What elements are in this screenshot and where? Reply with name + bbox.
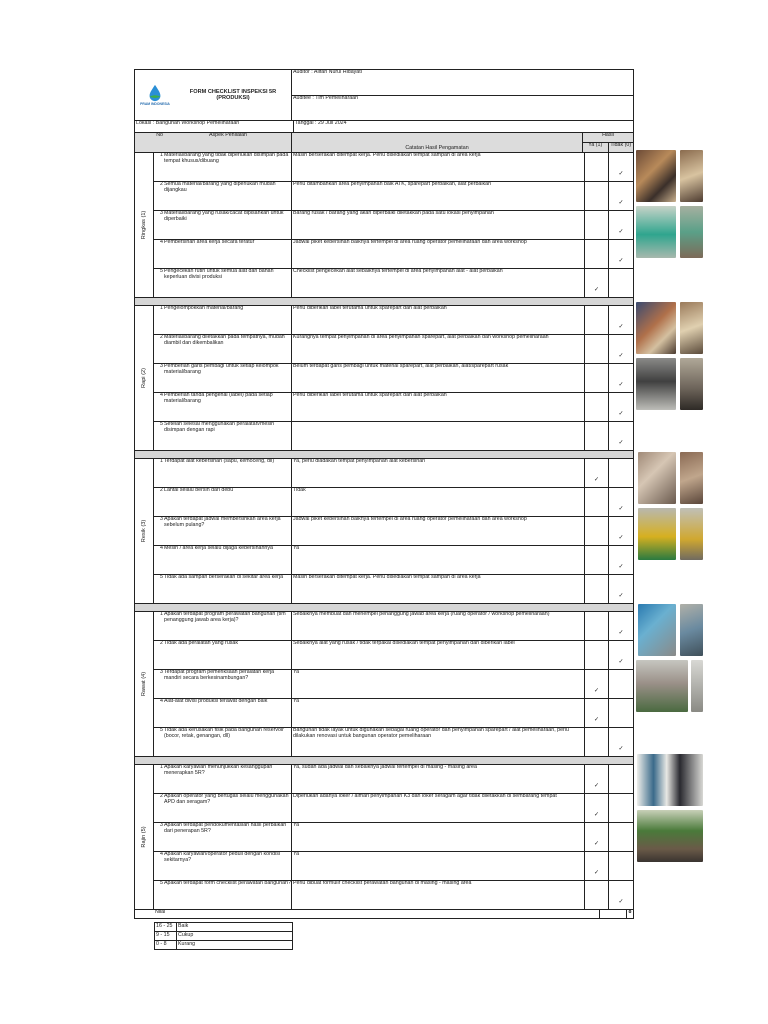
catatan-cell: Ya bbox=[291, 699, 584, 727]
tidak-check bbox=[608, 765, 633, 793]
ya-check bbox=[584, 575, 608, 603]
section-block bbox=[135, 612, 633, 757]
score-legend bbox=[154, 922, 293, 950]
col-ya: Ya (1) bbox=[583, 143, 609, 152]
aspek-cell: Material/barang yang tidak diperlukan disimpan pada tempat khusus/dibuang bbox=[164, 152, 289, 164]
row-number: 2 bbox=[160, 334, 163, 340]
company-logo bbox=[135, 70, 175, 120]
table-row bbox=[154, 728, 633, 756]
table-row bbox=[154, 641, 633, 670]
row-number: 2 bbox=[160, 640, 163, 646]
table-row bbox=[154, 422, 633, 450]
form-header bbox=[135, 70, 633, 121]
legend-label: Baik bbox=[178, 923, 189, 929]
tidak-check: ✓ bbox=[608, 422, 633, 450]
ya-check bbox=[584, 881, 608, 909]
section-label: Rapi (2) bbox=[140, 368, 147, 388]
table-row bbox=[154, 517, 633, 546]
aspek-cell: Tidak ada sampah berserakan di sekitar area kerja bbox=[164, 574, 284, 580]
aspek-cell: Apakah karyawan/operator peduli dengan kondisi sekitarnya? bbox=[164, 851, 281, 863]
tidak-check bbox=[608, 823, 633, 851]
aspek-cell: Terdapat program pemeriksaan peralatan kerja mandiri secara berkesinambungan? bbox=[164, 669, 275, 681]
row-number: 1 bbox=[160, 458, 163, 464]
tidak-check bbox=[608, 670, 633, 698]
row-number: 1 bbox=[160, 305, 163, 311]
row-number: 3 bbox=[160, 363, 163, 369]
aspek-cell: Pembersihan area kerja secara teratur bbox=[164, 239, 255, 245]
aspek-cell: Pengelompokkan material/barang bbox=[164, 305, 244, 311]
legend-label: Kurang bbox=[178, 941, 196, 947]
ya-check bbox=[584, 182, 608, 210]
ya-check bbox=[584, 153, 608, 181]
row-number: 1 bbox=[160, 764, 163, 770]
ya-check bbox=[584, 211, 608, 239]
ya-check bbox=[584, 612, 608, 640]
aspek-cell: Apakah operator yang bertugas selalu menggunakan APD dan seragam? bbox=[164, 793, 289, 805]
photo-workshop-5 bbox=[636, 302, 676, 354]
catatan-cell: Barang rusak / barang yang akan diperbaiki diletakkan pada satu lokasi penyimpanan bbox=[291, 211, 584, 239]
catatan-cell: Sebaiknya alat yang rusak / tidak terpakai disediakan tempat penyimpanan dan diberikan label bbox=[291, 641, 584, 669]
legend-range: 16 - 25 bbox=[155, 923, 177, 931]
tidak-check: ✓ bbox=[608, 728, 633, 756]
aspek-cell: Apakah terdapat program perawatan bangunan (tim penanggung jawab area kerja)? bbox=[164, 611, 286, 623]
row-number: 3 bbox=[160, 822, 163, 828]
table-row bbox=[154, 794, 633, 823]
ya-check bbox=[584, 641, 608, 669]
ya-check bbox=[584, 335, 608, 363]
catatan-cell: Bangunan tidak layak untuk digunakan sebagai ruang operator dan penyimpanan sparepart / alat pemeliharaan, perlu dilakukan renovasi untuk bangunan operator pemeliharaan bbox=[291, 728, 584, 756]
column-header bbox=[135, 133, 633, 153]
photo-workshop-12 bbox=[680, 508, 703, 560]
photo-workshop-2 bbox=[680, 150, 703, 202]
ya-check bbox=[584, 546, 608, 574]
nilai-value: 8 bbox=[626, 910, 633, 918]
logo-drop-icon bbox=[146, 84, 164, 102]
row-number: 5 bbox=[160, 268, 163, 274]
aspek-cell: Terdapat alat kebersihan (sapu, kemoceng, dll) bbox=[164, 458, 275, 464]
photo-workshop-3 bbox=[636, 206, 676, 258]
catatan-cell: Perlu dibuat formulir checklist perawatan bangunan di masing - masing area bbox=[291, 881, 584, 909]
section-block bbox=[135, 306, 633, 451]
catatan-cell: Diperlukan adanya loker / almari penyimpanan K3 dan loker seragam agar tidak diletakkan di sembarang tempat bbox=[291, 794, 584, 822]
tidak-check: ✓ bbox=[608, 335, 633, 363]
ya-check bbox=[584, 240, 608, 268]
ya-check: ✓ bbox=[584, 269, 608, 297]
legend-row bbox=[155, 932, 292, 941]
catatan-cell: Masih berserakan ditempat kerja. Perlu disediakan tempat sampah di area kerja bbox=[291, 575, 584, 603]
ya-check: ✓ bbox=[584, 459, 608, 487]
photo-workshop-11 bbox=[638, 508, 676, 560]
auditee-field: Auditee : Tim Pemeliharaan bbox=[293, 94, 359, 101]
table-row bbox=[154, 182, 633, 211]
aspek-cell: Pengecekan rutin untuk semua alat dan bahan keperluan divisi produksi bbox=[164, 268, 274, 280]
lokasi-field: Lokasi : Bangunan Workshop Pemeliharaan bbox=[136, 120, 240, 126]
table-row bbox=[154, 823, 633, 852]
sections-container bbox=[135, 153, 633, 910]
checklist-form bbox=[134, 69, 634, 919]
catatan-cell: Masih berserakan ditempat kerja. Perlu disediakan tempat sampah di area kerja bbox=[291, 153, 584, 181]
col-hasil: Hasil bbox=[583, 133, 633, 143]
catatan-cell: Sebaiknya membuat dan menempel penanggung jawab area kerja (ruang operator / workshop pemeliharaan) bbox=[291, 612, 584, 640]
section-block bbox=[135, 459, 633, 604]
table-row bbox=[154, 153, 633, 182]
catatan-cell: Ya, perlu diadakan tempat penyimpanan alat kebersihan bbox=[291, 459, 584, 487]
photo-workshop-14 bbox=[680, 604, 703, 656]
ya-check: ✓ bbox=[584, 823, 608, 851]
row-number: 2 bbox=[160, 793, 163, 799]
form-title: FORM CHECKLIST INSPEKSI 5R (PRODUKSI) bbox=[189, 88, 277, 101]
catatan-cell bbox=[291, 422, 584, 450]
row-number: 2 bbox=[160, 487, 163, 493]
ya-check bbox=[584, 306, 608, 334]
row-number: 3 bbox=[160, 669, 163, 675]
tidak-check: ✓ bbox=[608, 641, 633, 669]
logo-text: PRAM INDONESIA bbox=[140, 101, 170, 106]
ya-check: ✓ bbox=[584, 765, 608, 793]
row-number: 3 bbox=[160, 210, 163, 216]
ya-check bbox=[584, 488, 608, 516]
col-catatan: Catatan Hasil Pengamatan bbox=[291, 133, 582, 152]
nilai-row bbox=[135, 910, 633, 918]
section-label: Ringkas (1) bbox=[140, 210, 147, 240]
photo-workshop-9 bbox=[638, 452, 676, 504]
tidak-check bbox=[608, 852, 633, 880]
table-row bbox=[154, 364, 633, 393]
photo-workshop-6 bbox=[680, 302, 703, 354]
table-row bbox=[154, 699, 633, 728]
table-row bbox=[154, 612, 633, 641]
ya-check bbox=[584, 728, 608, 756]
photo-workshop-16 bbox=[691, 660, 703, 712]
catatan-cell: Tidak bbox=[291, 488, 584, 516]
row-number: 5 bbox=[160, 727, 163, 733]
ya-check bbox=[584, 517, 608, 545]
aspek-cell: Apakah terdapat jadwal membersihkan area kerja sebelum pulang? bbox=[164, 516, 281, 528]
aspek-cell: Apakah terdapat form checklist perawatan bangunan? bbox=[164, 880, 291, 886]
catatan-cell: Perlu diberikan label terutama untuk sparepart dan alat perbaikan bbox=[291, 306, 584, 334]
row-number: 3 bbox=[160, 516, 163, 522]
nilai-label: Nilai bbox=[155, 909, 166, 915]
catatan-cell: Ya bbox=[291, 823, 584, 851]
row-number: 1 bbox=[160, 611, 163, 617]
section-label: Rawat (4) bbox=[140, 671, 147, 697]
tidak-check bbox=[608, 269, 633, 297]
aspek-cell: Tidak ada kerusakan fisik pada bangunan reservoir (bocor, retak, genangan, dll) bbox=[164, 727, 284, 739]
aspek-cell: Lantai selalu bersih dari debu bbox=[164, 487, 234, 493]
row-number: 5 bbox=[160, 421, 163, 427]
row-number: 2 bbox=[160, 181, 163, 187]
auditor-field: Auditor : Alifah Nurul Hidayati bbox=[292, 70, 633, 96]
legend-range: 0 - 8 bbox=[155, 941, 177, 949]
table-row bbox=[154, 575, 633, 603]
tidak-check: ✓ bbox=[608, 881, 633, 909]
table-row bbox=[154, 240, 633, 269]
photo-workshop-7 bbox=[636, 358, 676, 410]
col-no: No bbox=[156, 132, 163, 138]
section-label: Resik (3) bbox=[140, 519, 147, 543]
table-row bbox=[154, 546, 633, 575]
tidak-check: ✓ bbox=[608, 182, 633, 210]
photo-workshop-1 bbox=[636, 150, 676, 202]
row-number: 5 bbox=[160, 880, 163, 886]
ya-check: ✓ bbox=[584, 670, 608, 698]
aspek-cell: Mesin / area kerja selalu dijaga kebersihannya bbox=[164, 545, 273, 551]
photo-workshop-13 bbox=[638, 604, 676, 656]
tidak-check: ✓ bbox=[608, 240, 633, 268]
aspek-cell: Apakah terdapat pendokumentasian hasil perbaikan dari penerapan 5R? bbox=[164, 822, 287, 834]
table-row bbox=[154, 459, 633, 488]
tidak-check: ✓ bbox=[608, 546, 633, 574]
table-row bbox=[154, 852, 633, 881]
catatan-cell: Belum terdapat garis pembagi untuk material sparepart, alat perbaikan, alat/sparepart rusak bbox=[291, 364, 584, 392]
row-number: 1 bbox=[160, 152, 163, 158]
col-tidak: Tidak (0) bbox=[610, 142, 632, 148]
catatan-cell: Ya bbox=[291, 670, 584, 698]
row-number: 4 bbox=[160, 851, 163, 857]
photo-workshop-17 bbox=[637, 754, 703, 806]
aspek-cell: Material/barang yang rusak/cacat dipisahkan untuk diperbaiki bbox=[164, 210, 284, 222]
row-number: 5 bbox=[160, 574, 163, 580]
table-row bbox=[154, 488, 633, 517]
table-row bbox=[154, 306, 633, 335]
table-row bbox=[154, 881, 633, 909]
catatan-cell: Ya, sudah ada jadwal dan sebaiknya jadwal tertempel di masing - masing area bbox=[291, 765, 584, 793]
aspek-cell: Material/barang diletakkan pada tempatnya, mudah diambil dan dikembalikan bbox=[164, 334, 285, 346]
section-label: Rajin (5) bbox=[140, 826, 147, 848]
legend-range: 9 - 15 bbox=[155, 932, 177, 940]
aspek-cell: Semua material/barang yang diperlukan mudah dijangkau bbox=[164, 181, 276, 193]
tidak-check bbox=[608, 459, 633, 487]
ya-check: ✓ bbox=[584, 699, 608, 727]
legend-row bbox=[155, 941, 292, 949]
tidak-check bbox=[608, 794, 633, 822]
tidak-check: ✓ bbox=[608, 612, 633, 640]
aspek-cell: Apakah karyawan menunjukkan kesanggupan menerapkan 5R? bbox=[164, 764, 273, 776]
ya-check: ✓ bbox=[584, 794, 608, 822]
tidak-check: ✓ bbox=[608, 393, 633, 421]
table-row bbox=[154, 211, 633, 240]
catatan-cell: Kurangnya tempat penyimpanan di area penyimpanan sparepart, alat perbaikan dan workshop pemeliharaan bbox=[291, 335, 584, 363]
tidak-check: ✓ bbox=[608, 517, 633, 545]
table-row bbox=[154, 765, 633, 794]
ya-check bbox=[584, 364, 608, 392]
photo-workshop-4 bbox=[680, 206, 703, 258]
catatan-cell: Jadwal piket kebersihan baiknya tertempel di area ruang operator pemeliharaan dan area workshop bbox=[291, 517, 584, 545]
section-block bbox=[135, 153, 633, 298]
catatan-cell: Perlu ditambahkan area penyimpanan baik ATK, sparepart perbaikan, alat perbaikan bbox=[291, 182, 584, 210]
tidak-check: ✓ bbox=[608, 306, 633, 334]
tanggal-field: Tanggal : 29 Juli 2024 bbox=[293, 121, 633, 132]
table-row bbox=[154, 393, 633, 422]
aspek-cell: Tidak ada peralatan yang rusak bbox=[164, 640, 239, 646]
tidak-check: ✓ bbox=[608, 211, 633, 239]
aspek-cell: Setelah selesai menggunakan peralatan/mesin disimpan dengan rapi bbox=[164, 421, 275, 433]
aspek-cell: Pemberian garis pembagi untuk setiap kelompok material/barang bbox=[164, 363, 279, 375]
photo-workshop-8 bbox=[680, 358, 703, 410]
tidak-check bbox=[608, 699, 633, 727]
catatan-cell: Jadwal piket kebersihan baiknya tertempel di area ruang operator pemeliharaan dan area workshop bbox=[291, 240, 584, 268]
row-number: 4 bbox=[160, 239, 163, 245]
tidak-check: ✓ bbox=[608, 575, 633, 603]
tidak-check: ✓ bbox=[608, 488, 633, 516]
row-number: 4 bbox=[160, 392, 163, 398]
ya-check bbox=[584, 422, 608, 450]
tidak-check: ✓ bbox=[608, 153, 633, 181]
photo-workshop-18 bbox=[637, 810, 703, 862]
table-row bbox=[154, 269, 633, 297]
legend-label: Cukup bbox=[178, 932, 194, 938]
table-row bbox=[154, 335, 633, 364]
aspek-cell: Pemberian tanda pengenal (label) pada setiap material/barang bbox=[164, 392, 273, 404]
ya-check bbox=[584, 393, 608, 421]
ya-check: ✓ bbox=[584, 852, 608, 880]
catatan-cell: Perlu diberikan label terutama untuk sparepart dan alat perbaikan bbox=[291, 393, 584, 421]
photo-workshop-15 bbox=[636, 660, 688, 712]
photo-workshop-10 bbox=[680, 452, 703, 504]
section-block bbox=[135, 765, 633, 910]
row-number: 4 bbox=[160, 545, 163, 551]
aspek-cell: Alat-alat divisi produksi terawat dengan baik bbox=[164, 698, 268, 704]
tidak-check: ✓ bbox=[608, 364, 633, 392]
catatan-cell: Ya bbox=[291, 546, 584, 574]
row-number: 4 bbox=[160, 698, 163, 704]
col-aspek: Aspek Penilaian bbox=[209, 132, 247, 138]
legend-row bbox=[155, 923, 292, 932]
table-row bbox=[154, 670, 633, 699]
catatan-cell: Checklist pengecekan alat sebaiknya tertempel di area penyimpanan alat - alat perbaikan bbox=[291, 269, 584, 297]
catatan-cell: Ya bbox=[291, 852, 584, 880]
